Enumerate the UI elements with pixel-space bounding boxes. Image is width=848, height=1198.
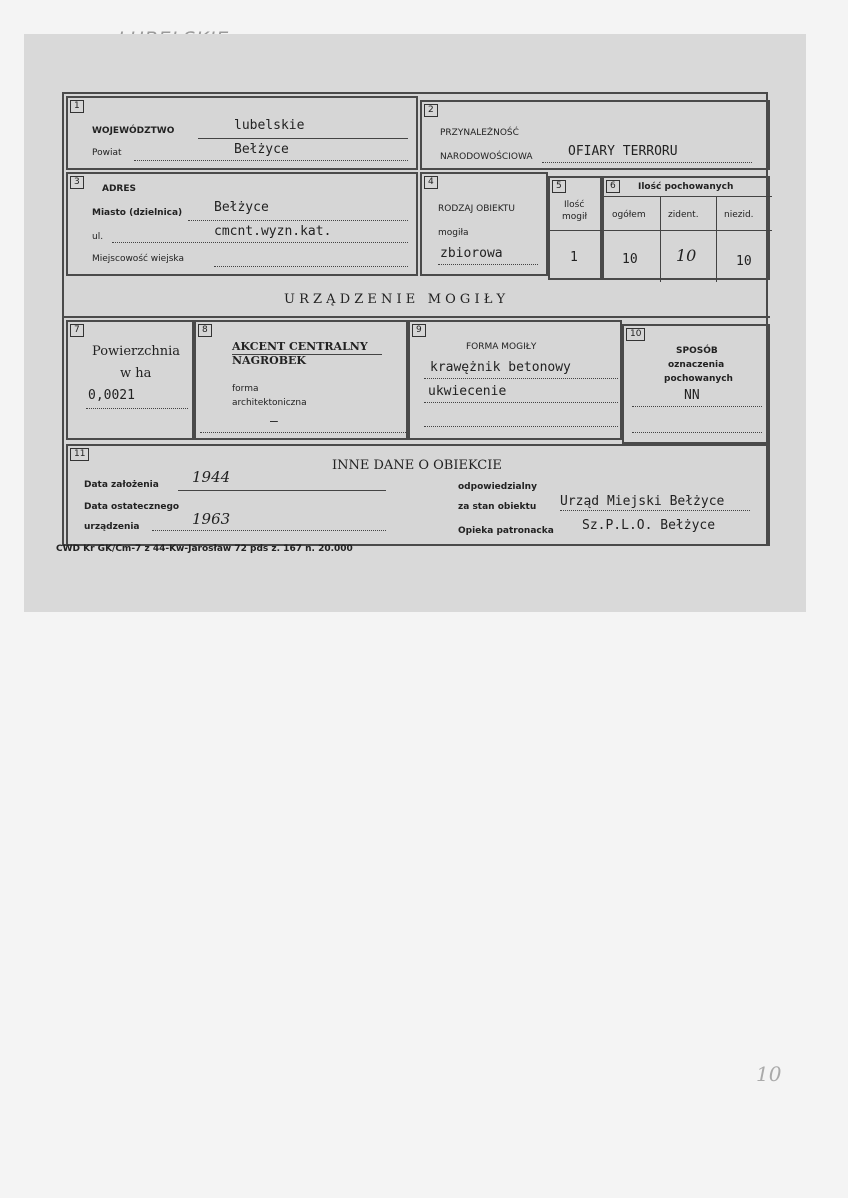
ilosc-mogil-value: 1	[570, 250, 578, 265]
miejscowosc-label: Miejscowość wiejska	[92, 254, 184, 264]
za-stan-obiektu-label: za stan obiektu	[458, 502, 537, 512]
section-6-ilosc-pochowanych	[602, 176, 770, 280]
sposob-label: SPOSÓB	[676, 346, 718, 356]
pochowanych-label: pochowanych	[664, 374, 733, 384]
section-2-narodowosc	[420, 100, 770, 170]
data-ostatecznego-label: Data ostatecznego	[84, 502, 180, 512]
section-number: 1	[70, 100, 84, 113]
section-10-sposob-oznaczenia	[622, 324, 770, 444]
inne-dane-title: INNE DANE O OBIEKCIE	[332, 458, 502, 473]
akcent-centralny-label: AKCENT CENTRALNY	[232, 340, 368, 353]
ogolem-value: 10	[622, 252, 638, 267]
section-7-powierzchnia	[66, 320, 194, 440]
wojewodztwo-value: lubelskie	[234, 118, 305, 133]
mogil-label: mogił	[562, 212, 588, 222]
miasto-value: Bełżyce	[214, 200, 269, 215]
niezid-label: niezid.	[724, 210, 754, 220]
powierzchnia-value: 0,0021	[88, 388, 135, 403]
pencil-mark: 10	[756, 1062, 782, 1086]
data-zalozenia-value: 1944	[192, 468, 231, 486]
section-4-rodzaj-obiektu	[420, 172, 548, 276]
forma-mogily-value-1: krawężnik betonowy	[430, 360, 571, 375]
odpowiedzialny-value: Urząd Miejski Bełżyce	[560, 494, 725, 509]
section-number: 2	[424, 104, 438, 117]
miasto-label: Miasto (dzielnica)	[92, 208, 183, 218]
narodowosciowa-label: NARODOWOŚCIOWA	[440, 152, 533, 162]
narodowosc-value: OFIARY TERRORU	[568, 144, 678, 159]
akcent-value: –	[270, 414, 278, 429]
section-8-akcent-centralny	[194, 320, 408, 440]
sposob-value: NN	[684, 388, 700, 403]
section-number: 5	[552, 180, 566, 193]
nagrobek-label: NAGROBEK	[232, 354, 306, 367]
opieka-patronacka-label: Opieka patronacka	[458, 526, 554, 536]
section-number: 10	[626, 328, 645, 341]
section-9-forma-mogily	[408, 320, 622, 440]
opieka-patronacka-value: Sz.P.L.O. Bełżyce	[582, 518, 716, 533]
zident-value: 10	[676, 246, 697, 265]
section-number: 3	[70, 176, 84, 189]
section-number: 4	[424, 176, 438, 189]
section-number: 9	[412, 324, 426, 337]
powiat-value: Bełżyce	[234, 142, 289, 157]
forma-mogily-label: FORMA MOGIŁY	[466, 342, 537, 352]
urzadzenie-mogily-header: U R Z Ą D Z E N I E M O G I Ł Y	[284, 292, 506, 307]
ilosc-label: Ilość	[564, 200, 585, 210]
powiat-label: Powiat	[92, 148, 122, 158]
w-ha-label: w ha	[120, 366, 152, 381]
section-number: 8	[198, 324, 212, 337]
rodzaj-obiektu-value: zbiorowa	[440, 246, 503, 261]
powierzchnia-label: Powierzchnia	[92, 344, 181, 359]
rodzaj-obiektu-label: RODZAJ OBIEKTU	[438, 204, 515, 214]
ulica-value: cmcnt.wyzn.kat.	[214, 224, 332, 239]
przynaleznosc-label: PRZYNALEŻNOŚĆ	[440, 128, 519, 138]
ilosc-pochowanych-label: Ilość pochowanych	[638, 182, 734, 192]
grave-record-card	[62, 92, 768, 546]
section-1-wojewodztwo	[66, 96, 418, 170]
forma-mogily-value-2: ukwiecenie	[428, 384, 507, 399]
wojewodztwo-label: WOJEWÓDZTWO	[92, 126, 175, 136]
mogila-label: mogiła	[438, 228, 469, 238]
form-footer: CWD Kr GK/Cm-7 z 44-Kw-Jarosław 72 pds z. 167 n. 20.000	[56, 544, 353, 554]
urzadzenia-label: urządzenia	[84, 522, 140, 532]
forma-label: forma	[232, 384, 259, 394]
adres-label: ADRES	[102, 184, 136, 194]
odpowiedzialny-label: odpowiedzialny	[458, 482, 537, 492]
section-11-inne-dane	[66, 444, 770, 546]
section-number: 11	[70, 448, 89, 461]
niezid-value: 10	[736, 254, 752, 269]
section-5-ilosc-mogil	[548, 176, 602, 280]
architektoniczna-label: architektoniczna	[232, 398, 307, 408]
zident-label: zident.	[668, 210, 699, 220]
section-3-adres	[66, 172, 418, 276]
ogolem-label: ogółem	[612, 210, 646, 220]
ulica-label: ul.	[92, 232, 104, 242]
data-ostatecznego-value: 1963	[192, 510, 231, 528]
section-number: 6	[606, 180, 620, 193]
data-zalozenia-label: Data założenia	[84, 480, 159, 490]
section-number: 7	[70, 324, 84, 337]
oznaczenia-label: oznaczenia	[668, 360, 725, 370]
